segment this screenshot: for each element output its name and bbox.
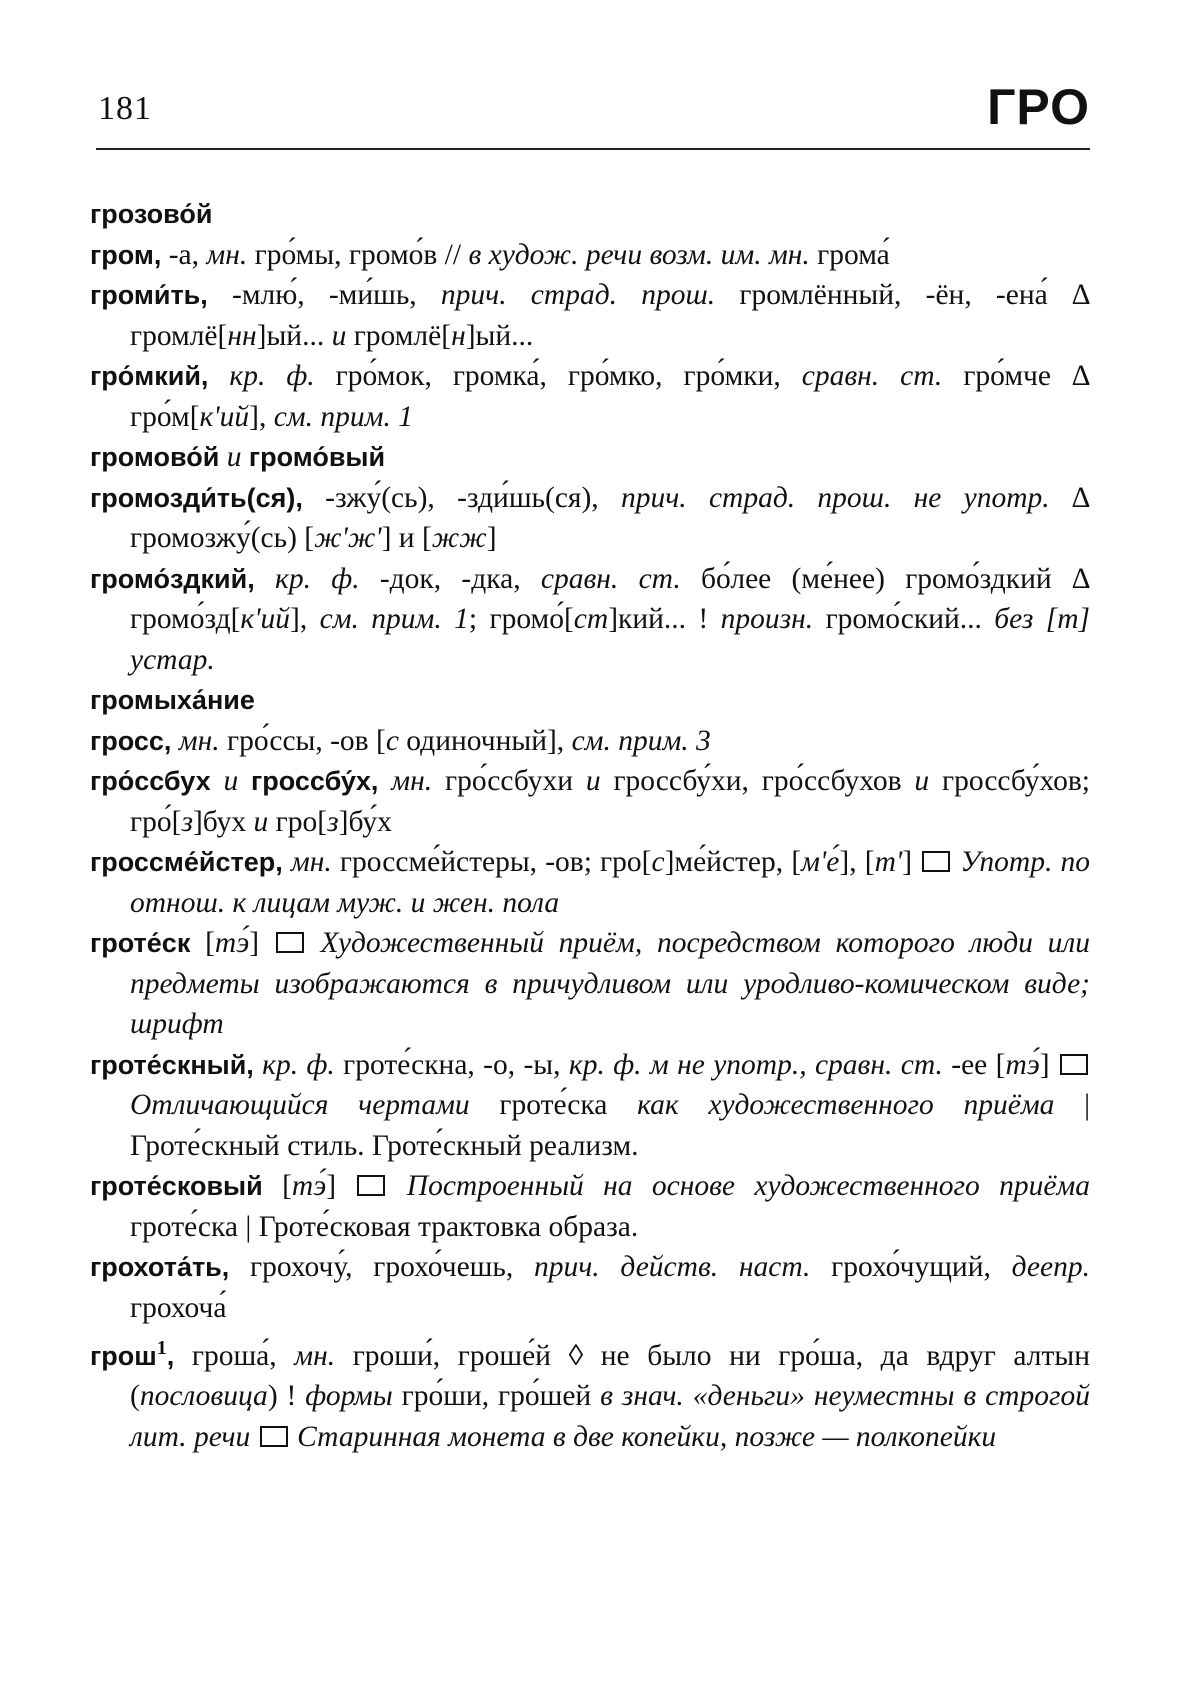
italic-note: произн. (720, 603, 814, 635)
headword: грохота́ть, (90, 1252, 230, 1282)
entry-text (255, 563, 275, 595)
homonym-number: 1 (156, 1337, 167, 1359)
italic-note: тэ́ (291, 1170, 327, 1202)
italic-note: кр. ф. (275, 562, 360, 595)
italic-note: и (226, 441, 242, 473)
italic-note: без [т] устар. (130, 603, 1090, 676)
italic-note: мн. (206, 238, 248, 271)
running-head: ГРО (987, 79, 1090, 135)
dictionary-entry (90, 923, 1090, 1045)
headword: гроте́сковый (90, 1171, 263, 1201)
entry-text: ]ый... (256, 319, 332, 352)
italic-note: нн (227, 319, 257, 352)
italic-note: тʹ (874, 846, 903, 878)
entry-text: ]ый... (465, 319, 534, 352)
entry-text (387, 1170, 406, 1202)
page-number: 181 (98, 90, 152, 127)
dictionary-entry (90, 478, 1090, 559)
headword: громово́й (90, 442, 220, 472)
dictionary-entry (90, 761, 1090, 842)
italic-note: тэ́ (1005, 1048, 1040, 1081)
entry-text: -ее [ (942, 1048, 1006, 1081)
italic-note: мн. (290, 846, 332, 878)
entry-text: ]кий... ! (608, 603, 721, 635)
italic-note: формы (305, 1380, 393, 1413)
entry-text: одиночный], (398, 724, 572, 757)
entry-text (241, 441, 248, 473)
italic-note: и (223, 765, 239, 797)
entry-text: гро́ши, гро́шей (392, 1380, 601, 1413)
headword: громи́ть, (90, 280, 208, 310)
entry-text: [ (262, 1170, 292, 1202)
italic-note: Старинная монета в две копейки, позже — полкопейки (297, 1420, 997, 1453)
entry-text (171, 725, 178, 757)
dictionary-entry (90, 1247, 1090, 1328)
dictionary-entry (90, 721, 1090, 762)
entry-text (254, 1049, 262, 1081)
entry-text: ] и [ (381, 522, 432, 554)
entry-text: грохочу́, грохо́чешь, (229, 1251, 534, 1283)
entry-text: ]бух (192, 805, 254, 838)
headword: громозди́ть(ся), (90, 482, 303, 513)
italic-note: в знач. «деньги» неуместны в строгой лит. речи (130, 1380, 1090, 1453)
entry-text: громо́ский... (813, 603, 995, 635)
italic-note: см. прим. 3 (571, 724, 711, 757)
italic-note: и (331, 319, 347, 352)
entry-text: гро́ссы, -ов [ (219, 724, 386, 757)
entry-text: гро́мок, громка́, гро́мко, гро́мки, (314, 360, 802, 392)
entry-text: гро́мче ∆ гро́м[ (130, 360, 1090, 433)
italic-note: прич. страд. прош. не употр. (620, 481, 1050, 514)
entry-text: | Гроте́скный стиль. Гроте́скный реализм. (130, 1089, 1091, 1162)
entry-text: гроссбу́хов; гро́[ (130, 765, 1090, 838)
entry-text: гроша́, (174, 1339, 295, 1372)
italic-note: прич. страд. прош. (440, 279, 716, 311)
entry-text: гроте́скна, -о, -ы, (334, 1048, 569, 1081)
entry-text: ) ! (267, 1380, 306, 1413)
entry-text: гроте́ска (469, 1089, 638, 1121)
entry-text (306, 927, 321, 959)
headword: гро́ссбух (90, 766, 211, 796)
entry-text: ] (486, 522, 497, 554)
dictionary-entry (90, 235, 1090, 276)
italic-note: з (327, 805, 339, 838)
definition-box-icon (276, 932, 304, 953)
italic-note: деепр. (1011, 1251, 1090, 1283)
entry-text (283, 846, 291, 878)
entry-text (238, 765, 251, 797)
entry-text: ∆ громозжу́(сь) [ (130, 481, 1090, 554)
italic-note: ст (573, 603, 609, 635)
entry-text: ; громо́[ (468, 603, 574, 635)
italic-note: кр. ф. (262, 1048, 335, 1081)
italic-note: см. прим. 1 (273, 400, 413, 433)
italic-note: н (451, 319, 466, 352)
entry-text: [ (190, 927, 215, 959)
entry-text: громлённый, -ён, -ена́ ∆ громлё[ (130, 279, 1090, 352)
entry-text: гроссме́йстеры, -ов; гро[ (331, 846, 652, 878)
entry-text: грома́ (809, 238, 890, 271)
entry-text: гроши́, гроше́й ◊ не было ни гро́ша, да вдруг алтын ( (130, 1339, 1090, 1413)
dictionary-entry (90, 1328, 1090, 1457)
entry-text: ], [ (839, 846, 875, 878)
entry-text: -док, -дка, (359, 562, 541, 595)
italic-note: мн. (178, 724, 220, 757)
headword: грош (90, 1340, 157, 1371)
headword: гроссме́йстер, (90, 847, 283, 877)
entry-text (250, 1421, 257, 1453)
dictionary-entry (90, 680, 1090, 721)
italic-note: и (585, 765, 601, 797)
italic-note: кр. ф. (229, 360, 315, 392)
italic-note: сравн. ст. (540, 562, 681, 595)
headword: громыха́ние (90, 685, 255, 715)
entry-text: гро́мы, громо́в // (247, 238, 469, 271)
headword: , (166, 1340, 175, 1371)
entry-text: громлё[ (346, 319, 452, 352)
entry-text: -а, (161, 238, 207, 271)
entry-text: бо́лее (ме́нее) громо́здкий ∆ громо́зд[ (130, 562, 1091, 635)
entry-text: ] (1039, 1048, 1058, 1081)
italic-note: пословица (139, 1380, 268, 1413)
headword: гросс, (90, 725, 172, 756)
italic-note: тэ́ (214, 927, 250, 959)
entry-text: грохоча́ (130, 1291, 227, 1324)
italic-note: кʹий (240, 603, 291, 635)
entry-text: ] (902, 846, 921, 878)
italic-note: мн. (294, 1339, 336, 1372)
italic-note: Художественный приём, посредством которого люди или предметы изображаются в причудливом или уродливо-комическом виде; шрифт (130, 927, 1090, 1040)
entry-text (211, 765, 224, 797)
entry-text: гро[ (268, 805, 328, 838)
entry-text: ]ме́йстер, [ (664, 846, 802, 878)
italic-note: Отличающийся чертами (130, 1089, 470, 1121)
dictionary-entry (90, 194, 1090, 235)
entry-text (208, 360, 229, 392)
headword: громо́вый (248, 442, 386, 472)
headword: громо́здкий, (90, 563, 255, 594)
italic-note: прич. действ. наст. (533, 1251, 811, 1283)
dictionary-entry (90, 1045, 1090, 1167)
italic-note: с (385, 724, 399, 757)
dictionary-entries (90, 194, 1090, 1457)
entry-text: гроссбу́хи, гро́ссбухов (600, 765, 915, 797)
entry-text: гро́ссбухи (432, 765, 586, 797)
dictionary-entry (90, 842, 1090, 923)
headword: гром, (90, 239, 162, 270)
italic-note: и (253, 805, 269, 838)
dictionary-entry (90, 559, 1090, 681)
dictionary-entry (90, 275, 1090, 356)
italic-note: жж (431, 522, 487, 554)
italic-note: кр. ф. м не употр., сравн. ст. (568, 1048, 943, 1081)
entry-text: ] (249, 927, 274, 959)
entry-text: гроте́ска | Гроте́сковая трактовка образа. (130, 1210, 639, 1243)
entry-text: -зжу́(сь), -зди́шь(ся), (302, 481, 621, 514)
definition-box-icon (357, 1175, 385, 1196)
italic-note: мʹе́ (801, 846, 840, 878)
entry-text (290, 1421, 297, 1453)
italic-note: см. прим. 1 (319, 603, 469, 635)
entry-text: грохо́чущий, (810, 1251, 1012, 1283)
definition-box-icon (922, 851, 950, 872)
page-header (96, 78, 1090, 150)
italic-note: кʹий (199, 400, 250, 433)
entry-text: -млю́, -ми́шь, (207, 279, 441, 311)
definition-box-icon (1060, 1054, 1088, 1075)
headword: гроте́ск (90, 928, 191, 958)
headword: грозово́й (90, 199, 213, 229)
italic-note: с (651, 846, 665, 878)
italic-note: мн. (391, 765, 433, 797)
entry-text: ]бу́х (338, 805, 392, 838)
italic-note: как художественного приёма (637, 1089, 1055, 1121)
headword: гроссбу́х, (251, 766, 379, 796)
italic-note: жʹжʹ (314, 522, 382, 554)
entry-text: ], (249, 400, 274, 433)
entry-text: ] (326, 1170, 356, 1202)
entry-text (219, 441, 226, 473)
italic-note: сравн. ст. (801, 360, 943, 392)
italic-note: з (181, 805, 193, 838)
italic-note: Употр. по отнош. к лицам муж. и жен. пола (130, 846, 1091, 919)
italic-note: Построенный на основе художественного приёма (406, 1170, 1091, 1202)
italic-note: в худож. речи возм. им. мн. (468, 238, 810, 271)
dictionary-entry (90, 356, 1090, 437)
dictionary-entry (90, 437, 1090, 478)
dictionary-entry (90, 1166, 1090, 1247)
italic-note: и (914, 765, 930, 797)
headword: гроте́скный, (90, 1049, 254, 1080)
entry-text: ], (290, 603, 320, 635)
definition-box-icon (260, 1426, 288, 1447)
headword: гро́мкий, (90, 361, 209, 391)
entry-text (378, 765, 391, 797)
